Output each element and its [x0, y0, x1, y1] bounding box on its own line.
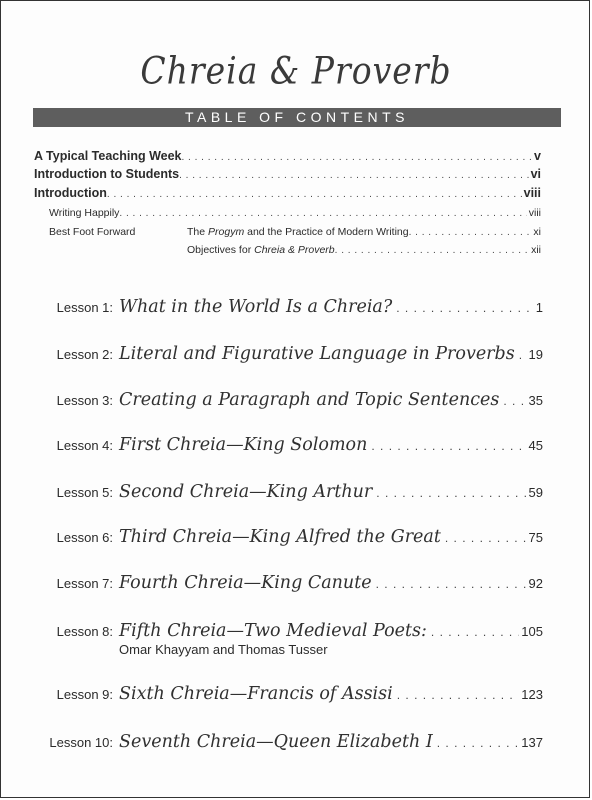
toc-heading: TABLE OF CONTENTS	[33, 108, 561, 127]
lesson-page: 19	[528, 347, 543, 362]
toc-entry-objectives[interactable]	[187, 244, 541, 256]
lesson-number: Lesson 2:	[56, 347, 113, 362]
lesson-title: Second Chreia—King Arthur	[119, 482, 373, 502]
lesson-entry-7[interactable]	[31, 573, 543, 593]
lesson-page: 137	[521, 735, 543, 750]
lesson-page: 75	[528, 530, 543, 545]
leader-dots	[335, 245, 529, 256]
lesson-title: First Chreia—King Solomon	[119, 435, 368, 455]
leader-dots	[392, 301, 534, 315]
book-title: Chreia & Proverb	[140, 48, 452, 93]
lesson-number: Lesson 1:	[56, 300, 113, 315]
leader-dots	[409, 227, 532, 238]
toc-entry-label: Introduction to Students	[34, 167, 180, 181]
lesson-page: 92	[528, 576, 543, 591]
lesson-entry-8[interactable]	[31, 621, 543, 641]
lesson-number: Lesson 8:	[56, 624, 113, 639]
toc-entry-label: A Typical Teaching Week	[34, 149, 182, 163]
lesson-entry-10[interactable]	[31, 732, 543, 752]
leader-dots	[182, 152, 533, 163]
leader-dots	[372, 577, 527, 591]
lesson-page: 45	[528, 438, 543, 453]
lesson-title: Creating a Paragraph and Topic Sentences	[119, 390, 500, 410]
lesson-entry-2[interactable]	[31, 344, 543, 364]
toc-entry-intro-students[interactable]	[34, 167, 541, 181]
leader-dots	[367, 439, 526, 453]
toc-entry-page: xi	[533, 226, 541, 238]
lesson-title: What in the World Is a Chreia?	[119, 297, 393, 317]
toc-entry-page: vi	[530, 167, 541, 181]
lesson-number: Lesson 9:	[56, 687, 113, 702]
lesson-number: Lesson 10:	[49, 735, 113, 750]
toc-entry-page: viii	[528, 207, 541, 219]
lesson-page: 123	[521, 687, 543, 702]
toc-entry-writing-happily[interactable]	[49, 207, 541, 219]
lesson-entry-5[interactable]	[31, 482, 543, 502]
toc-entry-typical-week[interactable]	[34, 149, 541, 163]
lesson-title: Fifth Chreia—Two Medieval Poets:	[119, 621, 427, 641]
toc-entry-introduction[interactable]	[34, 186, 541, 200]
leader-dots	[433, 736, 520, 750]
toc-entry-page: xii	[531, 244, 541, 256]
lesson-entry-1[interactable]	[31, 297, 543, 317]
leader-dots	[119, 208, 526, 219]
lesson-entry-6[interactable]	[31, 527, 543, 547]
lesson-number: Lesson 5:	[56, 485, 113, 500]
leader-dots	[179, 170, 528, 181]
toc-entry-label: The Progym and the Practice of Modern Writing	[187, 226, 409, 238]
toc-entry-label: Objectives for Chreia & Proverb	[187, 244, 335, 256]
lesson-number: Lesson 3:	[56, 393, 113, 408]
best-foot-forward-label: Best Foot Forward	[49, 226, 136, 238]
lesson-title: Fourth Chreia—King Canute	[119, 573, 372, 593]
lesson-page: 105	[521, 624, 543, 639]
toc-entry-progym[interactable]	[187, 226, 541, 238]
lesson-title: Third Chreia—King Alfred the Great	[119, 527, 441, 547]
toc-entry-label: Introduction	[34, 186, 107, 200]
lesson-entry-3[interactable]	[31, 390, 543, 410]
lesson-title: Seventh Chreia—Queen Elizabeth I	[119, 732, 433, 752]
leader-dots	[107, 189, 522, 200]
toc-entry-page: v	[534, 149, 541, 163]
lesson-entry-4[interactable]	[31, 435, 543, 455]
leader-dots	[427, 625, 519, 639]
leader-dots	[515, 348, 527, 362]
lesson-title: Sixth Chreia—Francis of Assisi	[119, 684, 393, 704]
lesson-number: Lesson 6:	[56, 530, 113, 545]
leader-dots	[441, 531, 527, 545]
toc-entry-page: viii	[523, 186, 541, 200]
lesson-title: Literal and Figurative Language in Proverbs	[119, 344, 515, 364]
leader-dots	[393, 688, 520, 702]
toc-entry-label: Writing Happily	[49, 207, 120, 219]
leader-dots	[499, 394, 526, 408]
lesson-number: Lesson 4:	[56, 438, 113, 453]
leader-dots	[372, 486, 526, 500]
lesson-page: 1	[535, 300, 543, 315]
lesson-entry-9[interactable]	[31, 684, 543, 704]
lesson-number: Lesson 7:	[56, 576, 113, 591]
lesson-subtitle: Omar Khayyam and Thomas Tusser	[119, 642, 328, 657]
lesson-page: 59	[528, 485, 543, 500]
lesson-page: 35	[528, 393, 543, 408]
